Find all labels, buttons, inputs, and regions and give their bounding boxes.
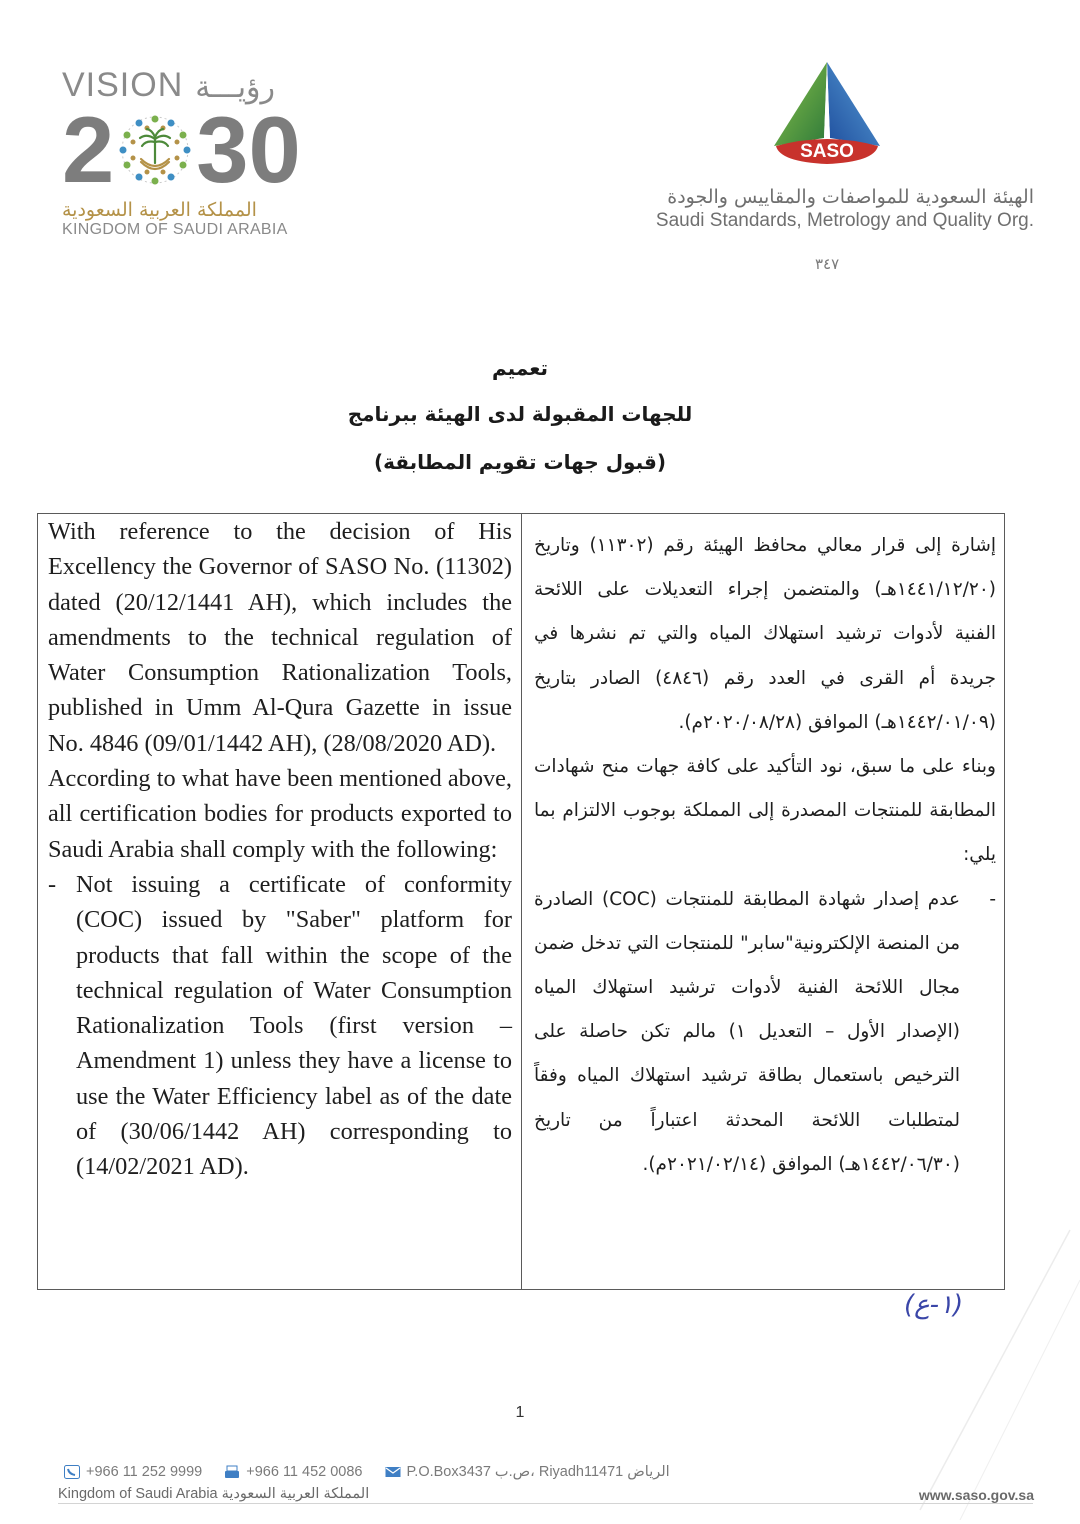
circular-subtitle: للجهات المقبولة لدى الهيئة ببرنامج xyxy=(347,402,693,426)
english-column xyxy=(38,514,522,1289)
vision-2030-logo xyxy=(62,66,312,236)
bullet-dash: - xyxy=(48,870,57,898)
saso-logo-text: SASO xyxy=(800,141,854,162)
page-number: 1 xyxy=(515,1404,525,1421)
palm-swords-emblem-icon xyxy=(116,111,194,189)
saso-name-english: Saudi Standards, Metrology and Quality Org. xyxy=(655,210,1034,231)
english-bullet-item xyxy=(48,867,512,1185)
fax-number: +966 11 452 0086 xyxy=(246,1464,363,1480)
program-name: (قبول جهات تقويم المطابقة) xyxy=(374,450,666,474)
arabic-paragraph-reference: إشارة إلى قرار معالي محافظ الهيئة رقم (١١٣٠٢) وتاريخ (١٤٤١/١٢/٢٠هـ) والمتضمن إجراء التعديلات على اللائحة الفنية لأدوات ترشيد استهلاك المياه والتي تم نشرها في جريدة أم القرى في العدد رقم (٤٨٤٦) الصادر بتاريخ (١٤٤٢/٠١/٠٩هـ) الموافق (٢٠٢٠/٠٨/٢٨م). xyxy=(534,535,996,733)
kingdom-name-arabic: المملكة العربية السعودية xyxy=(62,199,257,221)
circular-title: تعميم xyxy=(491,356,549,380)
bullet-dash: - xyxy=(989,888,996,910)
english-bullet-text: Not issuing a certificate of conformity (COC) issued by "Saber" platform for products that fall within the scope of the technical regulation of Water Consumption Rationalization Tools (first version – Amendment 1) unless they have a license to use the Water Efficiency label as of the date of (30/06/1442 AH) corresponding to (14/02/2021 AD). xyxy=(76,870,512,1181)
handwritten-annotation: (١-ع) xyxy=(904,1290,964,1320)
digit-2: 2 xyxy=(62,97,115,202)
phone-icon xyxy=(64,1465,80,1479)
phone-number: +966 11 252 9999 xyxy=(86,1464,203,1480)
bilingual-content-table xyxy=(37,513,1005,1290)
saso-logo xyxy=(766,58,888,176)
vision-2030-number xyxy=(62,97,312,202)
arabic-paragraph-compliance: وبناء على ما سبق، نود التأكيد على كافة جهات منح شهادات المطابقة للمنتجات المصدرة إلى المملكة بوجوب الالتزام بما يلي: xyxy=(534,756,996,866)
arabic-column xyxy=(522,514,1004,1289)
vision-arabic: رؤيـــة xyxy=(195,70,276,105)
english-paragraph-compliance: According to what have been mentioned above, all certification bodies for products exported to Saudi Arabia shall comply with the following: xyxy=(48,765,512,863)
po-box: P.O.Box3437 ص.ب، Riyadh11471 الرياض xyxy=(406,1464,670,1480)
digit-30: 30 xyxy=(196,97,301,202)
saso-name-arabic: الهيئة السعودية للمواصفات والمقاييس والجودة xyxy=(667,186,1034,208)
faint-stamp-lines xyxy=(800,1220,1080,1520)
footer-contacts xyxy=(64,1464,670,1480)
footer-divider xyxy=(58,1503,1033,1504)
arabic-bullet-item xyxy=(534,878,996,1187)
kingdom-name-english: KINGDOM OF SAUDI ARABIA xyxy=(62,221,288,238)
footer-website-link[interactable]: www.saso.gov.sa xyxy=(918,1487,1034,1503)
mail-icon xyxy=(385,1465,401,1479)
footer-country: Kingdom of Saudi Arabia المملكة العربية السعودية xyxy=(58,1486,370,1502)
fax-icon xyxy=(224,1465,240,1479)
vision-latin: VISION xyxy=(62,66,184,104)
reference-number: ٣٤٧ xyxy=(815,255,840,273)
arabic-bullet-text: عدم إصدار شهادة المطابقة للمنتجات (COC) الصادرة من المنصة الإلكترونية"سابر" للمنتجات التي تدخل ضمن مجال اللائحة الفنية لأدوات ترشيد استهلاك المياه (الإصدار الأول – التعديل ١) مالم تكن حاصلة على الترخيص باستعمال بطاقة ترشيد استهلاك المياه وفقاً لمتطلبات اللائحة المحدثة اعتباراً من تاريخ (١٤٤٢/٠٦/٣٠هـ) الموافق (٢٠٢١/٠٢/١٤م). xyxy=(534,888,960,1175)
english-paragraph-reference: With reference to the decision of His Excellency the Governor of SASO No. (11302) dated (20/12/1441 AH), which includes the amendments to the technical regulation of Water Consumption Rationalization Tools, published in Umm Al-Qura Gazette in issue No. 4846 (09/01/1442 AH), (28/08/2020 AD). xyxy=(48,518,512,757)
